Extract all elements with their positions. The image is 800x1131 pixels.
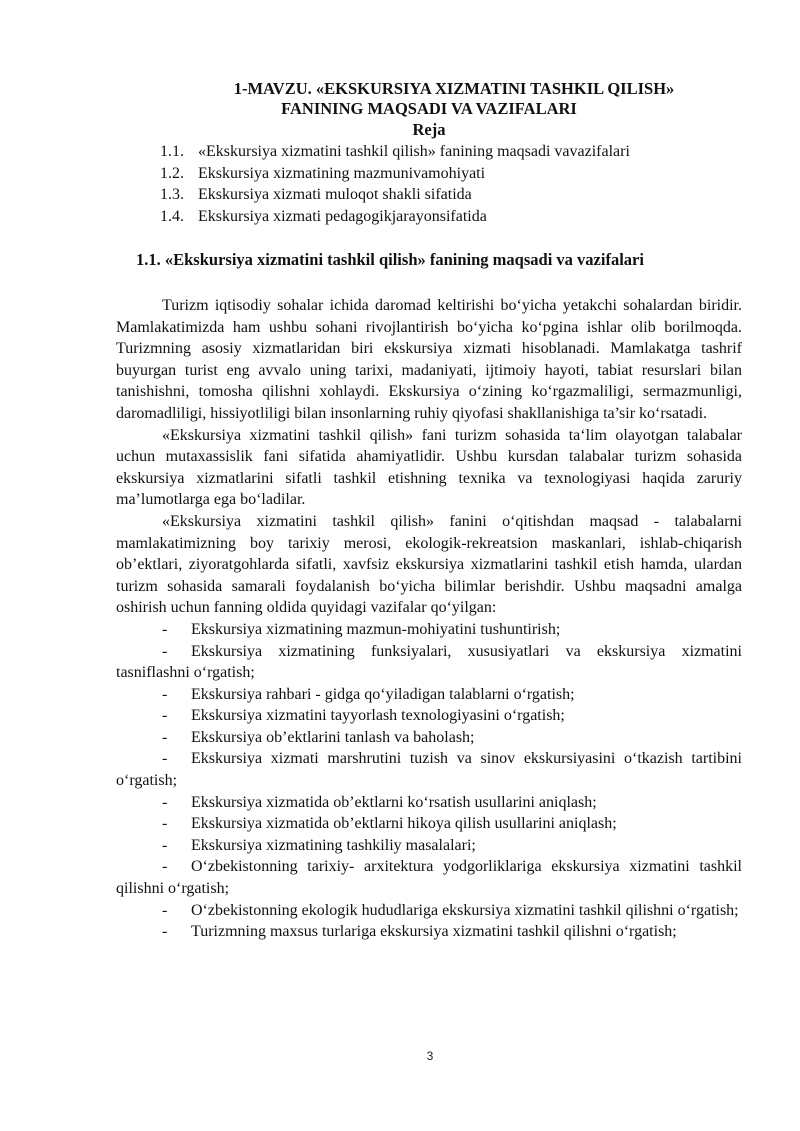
task-item bbox=[116, 705, 742, 727]
plan-item-number: 1.3. bbox=[160, 186, 184, 203]
task-item bbox=[116, 900, 742, 922]
task-item bbox=[116, 684, 742, 706]
task-item-text: Ekskursiya ob’ektlarini tanlash va baholash; bbox=[191, 728, 475, 746]
task-item bbox=[116, 727, 742, 749]
dash-marker: - bbox=[162, 750, 168, 768]
dash-marker: - bbox=[162, 793, 168, 811]
task-item-text: Ekskursiya xizmati marshrutini tuzish va sinov ekskursiyasini o‘tkazish tartibini o‘rgatish; bbox=[116, 750, 742, 790]
plan-item-number: 1.1. bbox=[160, 143, 184, 160]
plan-item bbox=[160, 141, 742, 163]
plan-item-number: 1.2. bbox=[160, 164, 184, 182]
task-item-text: Ekskursiya xizmatini tayyorlash texnologiyasini o‘rgatish; bbox=[191, 707, 565, 725]
body-paragraph: Turizm iqtisodiy sohalar ichida daromad keltirishi bo‘yicha yetakchi sohalardan biridir. Mamlakatimizda ham ushbu sohani rivojlantirish bo‘yicha ko‘pgina ishlar olib borilmoqda. Turizmning asosiy xizmatlaridan biri ekskursiya xizmati hisoblanadi. Mamlakatga tashrif buyurgan turist eng avvalo uning tarixi, madaniyati, ijtimoiy hayoti, tabiat resurslari bilan tanishishni, tomosha qilishni xohlaydi. Ekskursiya o‘zining ko‘rgazmaliligi, sermazmunligi, daromadliligi, hissiyotliligi bilan insonlarning ruhiy qiyofasi shakllanishiga ta’sir ko‘rsatadi. bbox=[116, 297, 742, 422]
plan-heading: Reja bbox=[412, 120, 446, 139]
document-page bbox=[116, 78, 742, 943]
dash-marker: - bbox=[162, 707, 168, 725]
task-item-text: Ekskursiya xizmatida ob’ektlarni hikoya qilish usullarini aniqlash; bbox=[191, 815, 617, 833]
task-item bbox=[116, 921, 742, 943]
task-item-text: Turizmning maxsus turlariga ekskursiya xizmatini tashkil qilishni o‘rgatish; bbox=[191, 923, 677, 941]
dash-marker: - bbox=[162, 836, 168, 854]
task-item bbox=[116, 792, 742, 814]
plan-item bbox=[160, 184, 742, 206]
task-item bbox=[116, 856, 742, 899]
dash-marker: - bbox=[162, 728, 168, 746]
task-item-text: O‘zbekistonning tarixiy- arxitektura yodgorliklariga ekskursiya xizmatini tashkil qilishni o‘rgatish; bbox=[116, 858, 742, 898]
dash-marker: - bbox=[162, 901, 168, 919]
task-item-text: Ekskursiya xizmatining tashkiliy masalalari; bbox=[191, 836, 476, 854]
body-paragraph: «Ekskursiya xizmatini tashkil qilish» fani turizm sohasida ta‘lim olayotgan talabalar uchun mutaxassislik fani sifatida ahamiyatlidir. Ushbu kursdan talabalar turizm sohasida ekskursiya xizmatlarini sifatli tashkil etishning texnika va texnologiyasi haqida zaruriy ma’lumotlarga ega bo‘ladilar. bbox=[116, 426, 742, 509]
dash-marker: - bbox=[162, 923, 168, 941]
dash-marker: - bbox=[162, 815, 168, 833]
section-heading: 1.1. «Ekskursiya xizmatini tashkil qilish» fanining maqsadi va vazifalari bbox=[136, 250, 644, 269]
dash-marker: - bbox=[162, 858, 168, 876]
task-item bbox=[116, 835, 742, 857]
task-item bbox=[116, 748, 742, 791]
body-paragraph: «Ekskursiya xizmatini tashkil qilish» fanini o‘qitishdan maqsad - talabalarni mamlakatimizning boy tarixiy merosi, ekologik-rekreatsion maskanlari, ishlab-chiqarish ob’ektlari, ziyoratgohlarda sifatli, xavfsiz ekskursiya xizmatlarini tashkil etish hamda, ulardan turizm sohasida samarali foydalanish bo‘yicha bilimlar berishdir. Ushbu maqsadni amalga oshirish uchun fanning oldida quyidagi vazifalar qo‘yilgan: bbox=[116, 512, 742, 617]
dash-marker: - bbox=[162, 642, 168, 660]
chapter-title-line2: FANINING MAQSADI VA VAZIFALARI bbox=[281, 99, 577, 118]
task-item-text: Ekskursiya xizmatining funksiyalari, xususiyatlari va ekskursiya xizmatini tasniflashni o‘rgatish; bbox=[116, 642, 742, 682]
task-item bbox=[116, 619, 742, 641]
task-item bbox=[116, 813, 742, 835]
task-item bbox=[116, 641, 742, 684]
task-item-text: Ekskursiya xizmatida ob’ektlarni ko‘rsatish usullarini aniqlash; bbox=[191, 793, 597, 811]
task-item-text: Ekskursiya xizmatining mazmun-mohiyatini tushuntirish; bbox=[191, 620, 561, 638]
plan-item-text: Ekskursiya xizmati pedagogikjarayonsifatida bbox=[198, 207, 487, 225]
plan-item-text: «Ekskursiya xizmatini tashkil qilish» fanining maqsadi vavazifalari bbox=[198, 143, 630, 160]
task-item-text: Ekskursiya rahbari - gidga qo‘yiladigan talablarni o‘rgatish; bbox=[191, 685, 575, 703]
task-list bbox=[116, 619, 742, 943]
plan-list bbox=[160, 141, 742, 227]
page-number: 3 bbox=[426, 1049, 434, 1063]
plan-item bbox=[160, 206, 742, 228]
plan-item-text: Ekskursiya xizmatining mazmunivamohiyati bbox=[198, 164, 486, 182]
plan-item-text: Ekskursiya xizmati muloqot shakli sifatida bbox=[198, 186, 472, 203]
plan-item bbox=[160, 163, 742, 185]
dash-marker: - bbox=[162, 685, 168, 703]
chapter-title-line1: 1-MAVZU. «EKSKURSIYA XIZMATINI TASHKIL QILISH» bbox=[233, 79, 675, 98]
dash-marker: - bbox=[162, 620, 168, 638]
task-item-text: O‘zbekistonning ekologik hududlariga ekskursiya xizmatini tashkil qilishni o‘rgatish; bbox=[191, 901, 739, 919]
plan-item-number: 1.4. bbox=[160, 207, 184, 225]
